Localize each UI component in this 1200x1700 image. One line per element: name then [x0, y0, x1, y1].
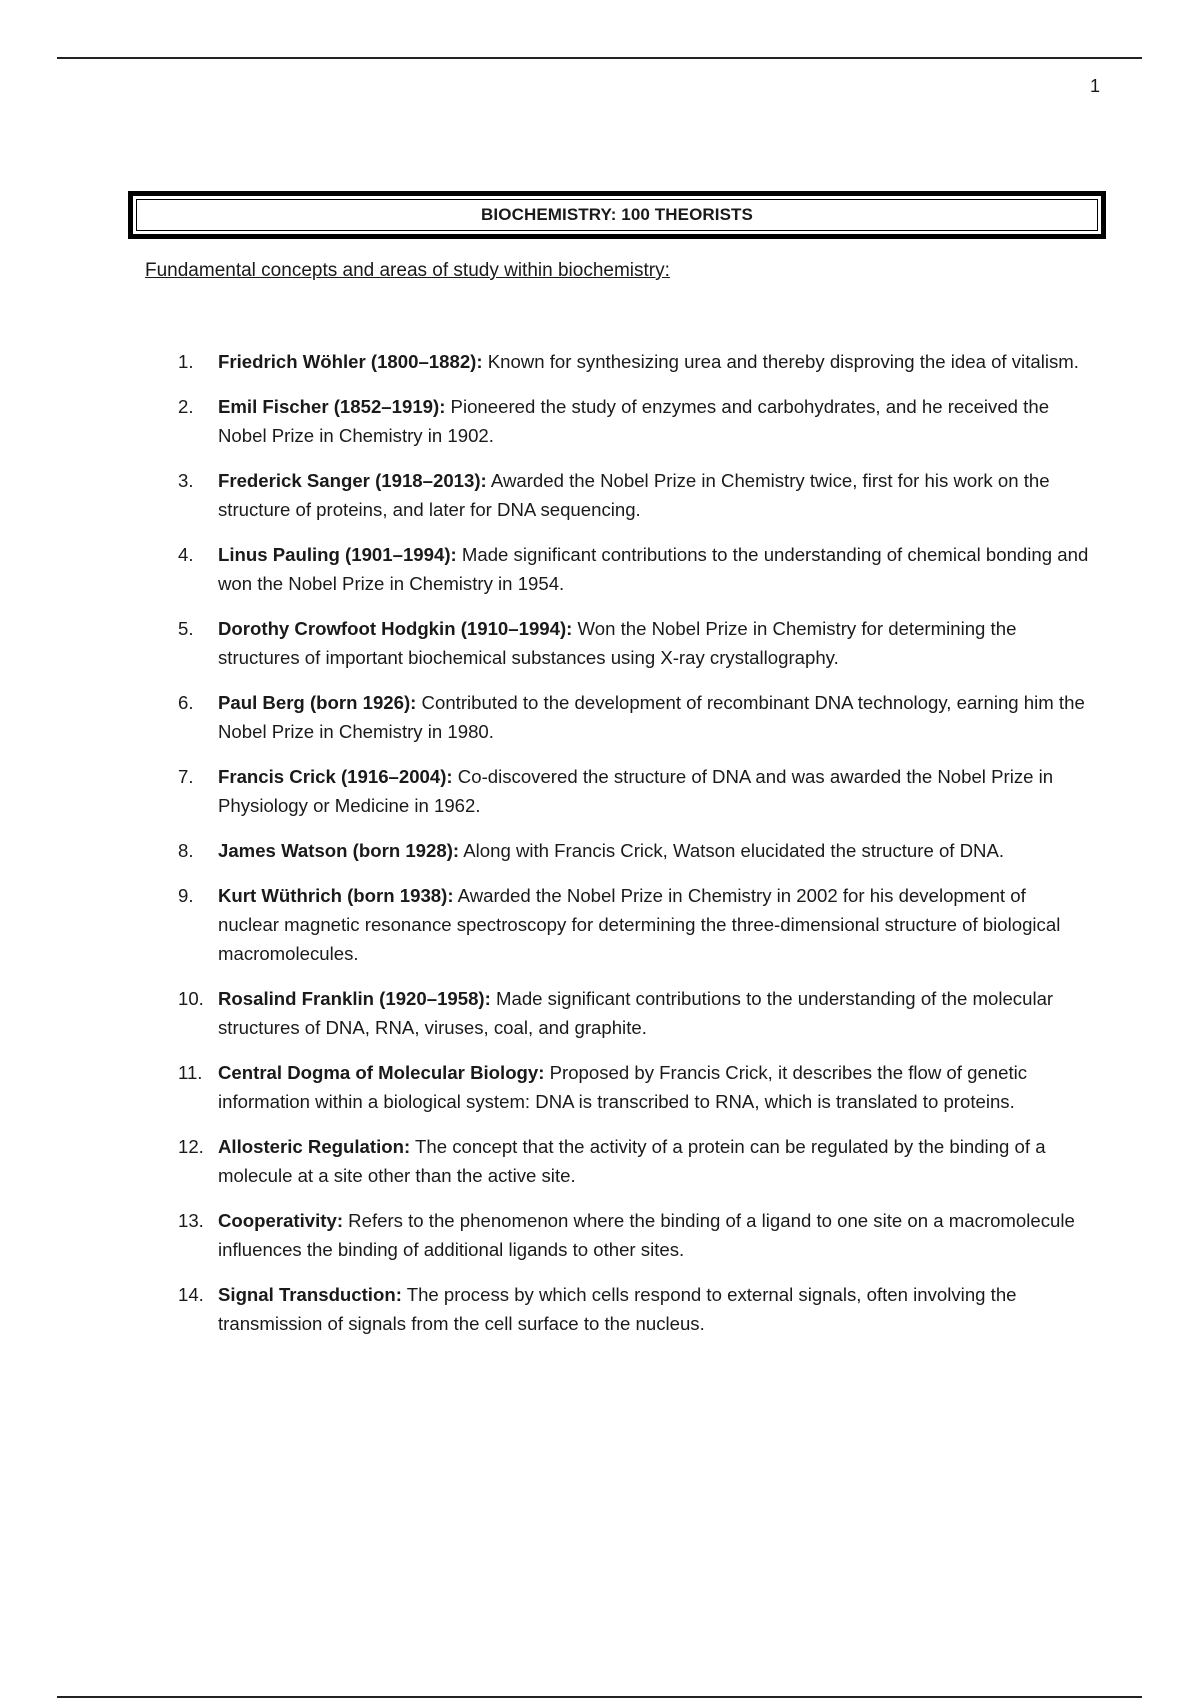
- item-text: The process by which cells respond to external signals, often involving the transmission of signals from the cell surface to the nucleus.: [218, 1284, 1017, 1334]
- item-name: Central Dogma of Molecular Biology:: [218, 1062, 545, 1083]
- item-number: 9.: [178, 885, 194, 906]
- item-number: 5.: [178, 618, 194, 639]
- section-subtitle: Fundamental concepts and areas of study within biochemistry:: [145, 260, 670, 281]
- item-name: James Watson (born 1928):: [218, 840, 460, 861]
- item-text: Co-discovered the structure of DNA and was awarded the Nobel Prize in Physiology or Medicine in 1962.: [218, 766, 1054, 816]
- page-title: BIOCHEMISTRY: 100 THEORISTS: [136, 199, 1098, 231]
- item-name: Emil Fischer (1852–1919):: [218, 396, 446, 417]
- list-item: [178, 1132, 1090, 1190]
- header-rule: [57, 57, 1142, 59]
- item-text: Awarded the Nobel Prize in Chemistry twice, first for his work on the structure of proteins, and later for DNA sequencing.: [218, 470, 1050, 520]
- page-number: 1: [1089, 76, 1100, 96]
- item-text: Pioneered the study of enzymes and carbohydrates, and he received the Nobel Prize in Chemistry in 1902.: [218, 396, 1050, 446]
- item-name: Cooperativity:: [218, 1210, 344, 1231]
- item-text: Made significant contributions to the understanding of the molecular structures of DNA, RNA, viruses, coal, and graphite.: [218, 988, 1054, 1038]
- list-item: [178, 1206, 1090, 1264]
- list-item: [178, 881, 1090, 968]
- item-text: Won the Nobel Prize in Chemistry for determining the structures of important biochemical substances using X-ray crystallography.: [218, 618, 1017, 668]
- item-number: 3.: [178, 470, 194, 491]
- list-item: [178, 540, 1090, 598]
- item-number: 7.: [178, 766, 194, 787]
- item-text: Refers to the phenomenon where the binding of a ligand to one site on a macromolecule influences the binding of additional ligands to other sites.: [218, 1210, 1075, 1260]
- list-item: [178, 688, 1090, 746]
- list-item: [178, 762, 1090, 820]
- list-item: [178, 392, 1090, 450]
- item-number: 1.: [178, 351, 194, 372]
- item-name: Linus Pauling (1901–1994):: [218, 544, 457, 565]
- list-item: [178, 984, 1090, 1042]
- item-name: Francis Crick (1916–2004):: [218, 766, 453, 787]
- item-name: Friedrich Wöhler (1800–1882):: [218, 351, 483, 372]
- item-name: Frederick Sanger (1918–2013):: [218, 470, 487, 491]
- footer-rule: [57, 1696, 1142, 1698]
- item-number: 4.: [178, 544, 194, 565]
- item-text: Along with Francis Crick, Watson elucidated the structure of DNA.: [459, 840, 1005, 861]
- list-item: [178, 347, 1090, 376]
- item-number: 13.: [178, 1210, 204, 1231]
- list-item: [178, 836, 1090, 865]
- item-text: Contributed to the development of recombinant DNA technology, earning him the Nobel Prize in Chemistry in 1980.: [218, 692, 1085, 742]
- item-name: Allosteric Regulation:: [218, 1136, 411, 1157]
- item-number: 11.: [178, 1062, 203, 1083]
- item-name: Kurt Wüthrich (born 1938):: [218, 885, 454, 906]
- item-text: Made significant contributions to the understanding of chemical bonding and won the Nobel Prize in Chemistry in 1954.: [218, 544, 1089, 594]
- list-item: [178, 466, 1090, 524]
- item-number: 12.: [178, 1136, 204, 1157]
- item-name: Paul Berg (born 1926):: [218, 692, 417, 713]
- item-number: 10.: [178, 988, 204, 1009]
- item-number: 2.: [178, 396, 194, 417]
- item-name: Signal Transduction:: [218, 1284, 402, 1305]
- item-text: Proposed by Francis Crick, it describes the flow of genetic information within a biological system: DNA is transcribed to RNA, which is translated to proteins.: [218, 1062, 1028, 1112]
- item-text: Known for synthesizing urea and thereby disproving the idea of vitalism.: [482, 351, 1079, 372]
- item-number: 6.: [178, 692, 194, 713]
- title-box: [128, 191, 1106, 239]
- list-item: [178, 1058, 1090, 1116]
- list-item: [178, 1280, 1090, 1338]
- item-name: Rosalind Franklin (1920–1958):: [218, 988, 491, 1009]
- item-text: Awarded the Nobel Prize in Chemistry in 2002 for his development of nuclear magnetic resonance spectroscopy for determining the three-dimensional structure of biological macromolecules.: [218, 885, 1061, 964]
- item-text: The concept that the activity of a protein can be regulated by the binding of a molecule at a site other than the active site.: [218, 1136, 1046, 1186]
- list-item: [178, 614, 1090, 672]
- item-number: 14.: [178, 1284, 204, 1305]
- item-name: Dorothy Crowfoot Hodgkin (1910–1994):: [218, 618, 573, 639]
- theorist-list: [178, 347, 1090, 1354]
- item-number: 8.: [178, 840, 194, 861]
